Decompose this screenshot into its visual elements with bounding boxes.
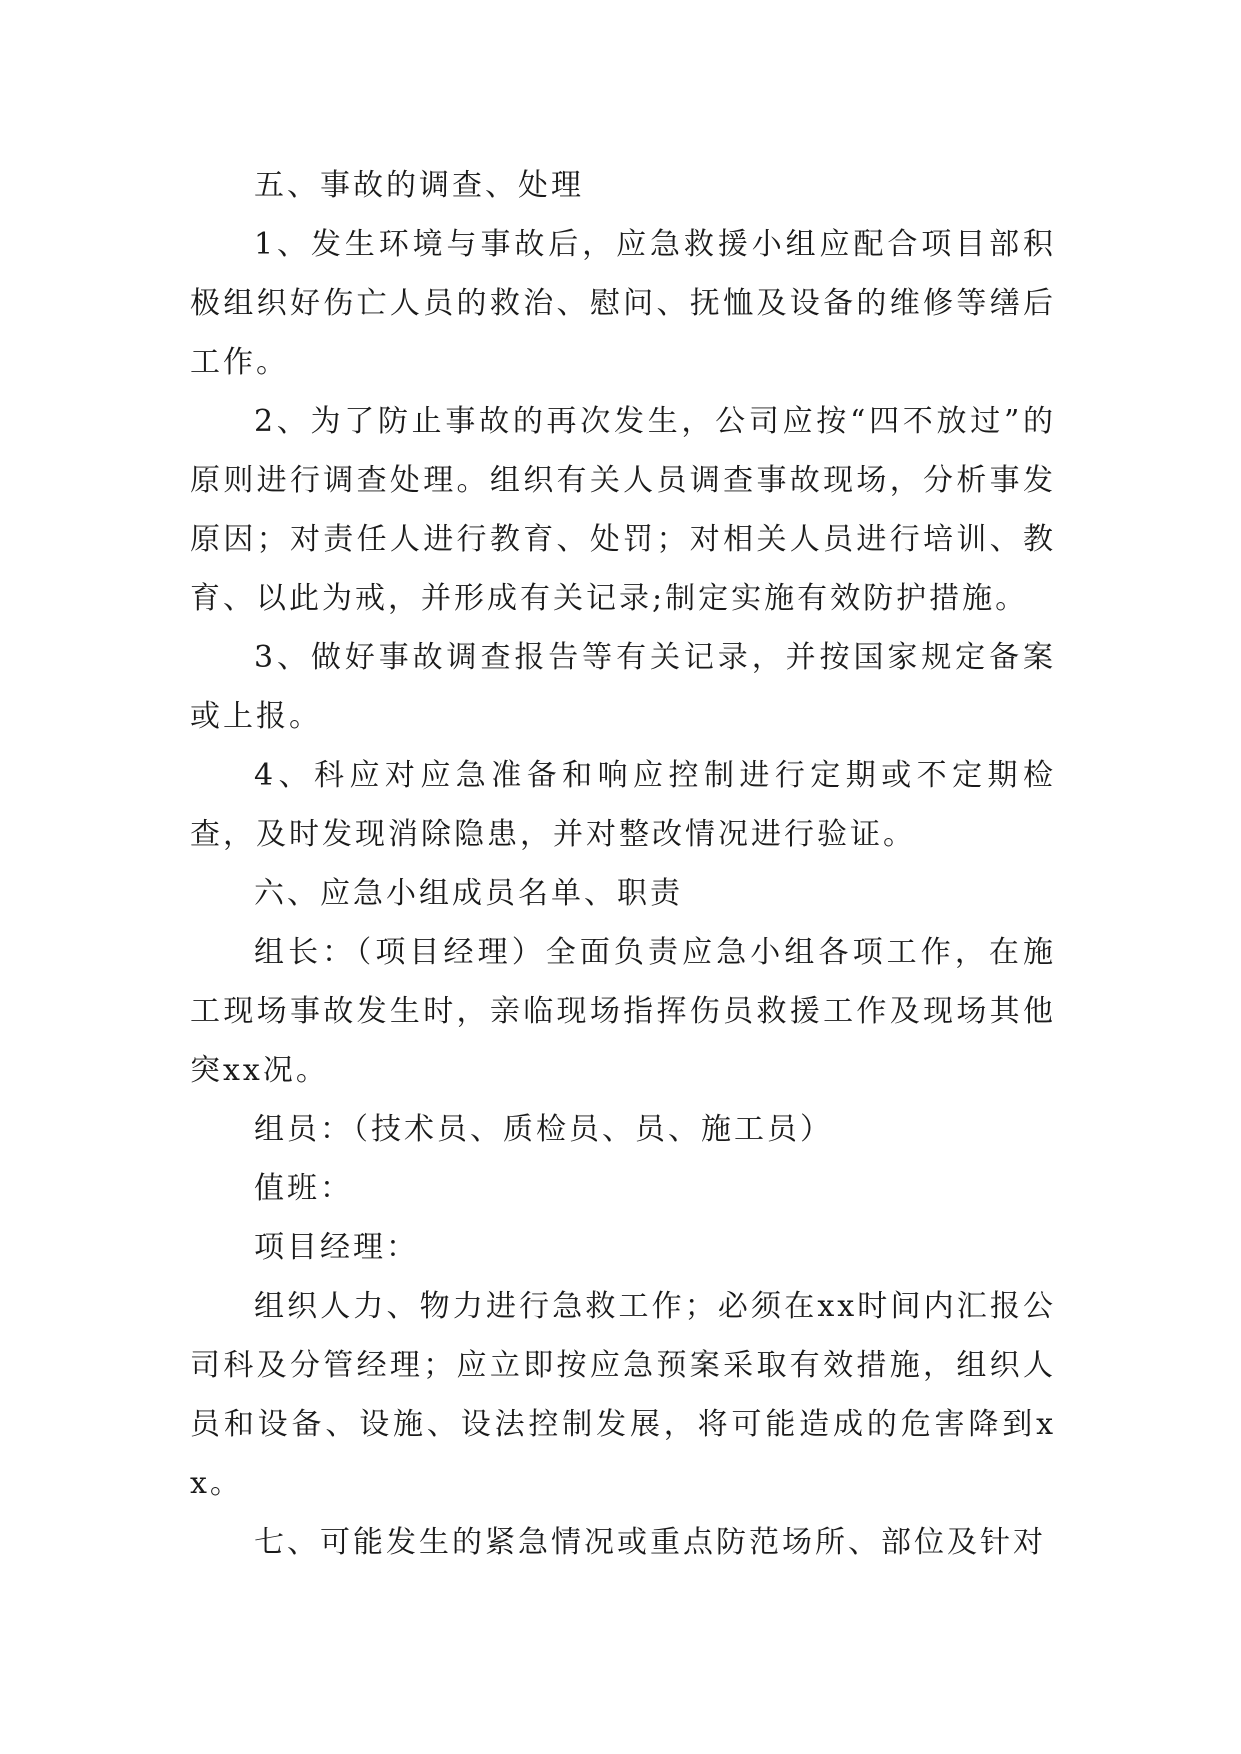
paragraph-group-leader: 组长：（项目经理）全面负责应急小组各项工作，在施工现场事故发生时，亲临现场指挥伤员救援工作及现场其他突xx况。	[190, 935, 1056, 1088]
paragraph-item-2: 2、为了防止事故的再次发生，公司应按“四不放过”的原则进行调查处理。组织有关人员调查事故现场，分析事发原因；对责任人进行教育、处罚；对相关人员进行培训、教育、以此为戒，并形成有关记录;制定实施有效防护措施。	[190, 404, 1056, 616]
section-heading-6: 六、应急小组成员名单、职责	[254, 876, 683, 911]
section-heading-5: 五、事故的调查、处理	[254, 168, 584, 203]
paragraph-project-manager: 项目经理：	[254, 1230, 419, 1265]
paragraph-item-1: 1、发生环境与事故后，应急救援小组应配合项目部积极组织好伤亡人员的救治、慰问、抚恤及设备的维修等缮后工作。	[190, 227, 1056, 380]
paragraph-group-members: 组员：（技术员、质检员、员、施工员）	[254, 1112, 833, 1147]
paragraph-item-4: 4、科应对应急准备和响应控制进行定期或不定期检查，及时发现消除隐患，并对整改情况进行验证。	[190, 758, 1056, 852]
paragraph-on-duty: 值班：	[254, 1171, 353, 1206]
section-heading-7: 七、可能发生的紧急情况或重点防范场所、部位及针对	[254, 1525, 1046, 1560]
paragraph-manager-duties: 组织人力、物力进行急救工作；必须在xx时间内汇报公司科及分管经理；应立即按应急预案采取有效措施，组织人员和设备、设施、设法控制发展，将可能造成的危害降到xx。	[190, 1289, 1056, 1501]
document-body	[190, 156, 1056, 1572]
paragraph-item-3: 3、做好事故调查报告等有关记录，并按国家规定备案或上报。	[190, 640, 1056, 734]
